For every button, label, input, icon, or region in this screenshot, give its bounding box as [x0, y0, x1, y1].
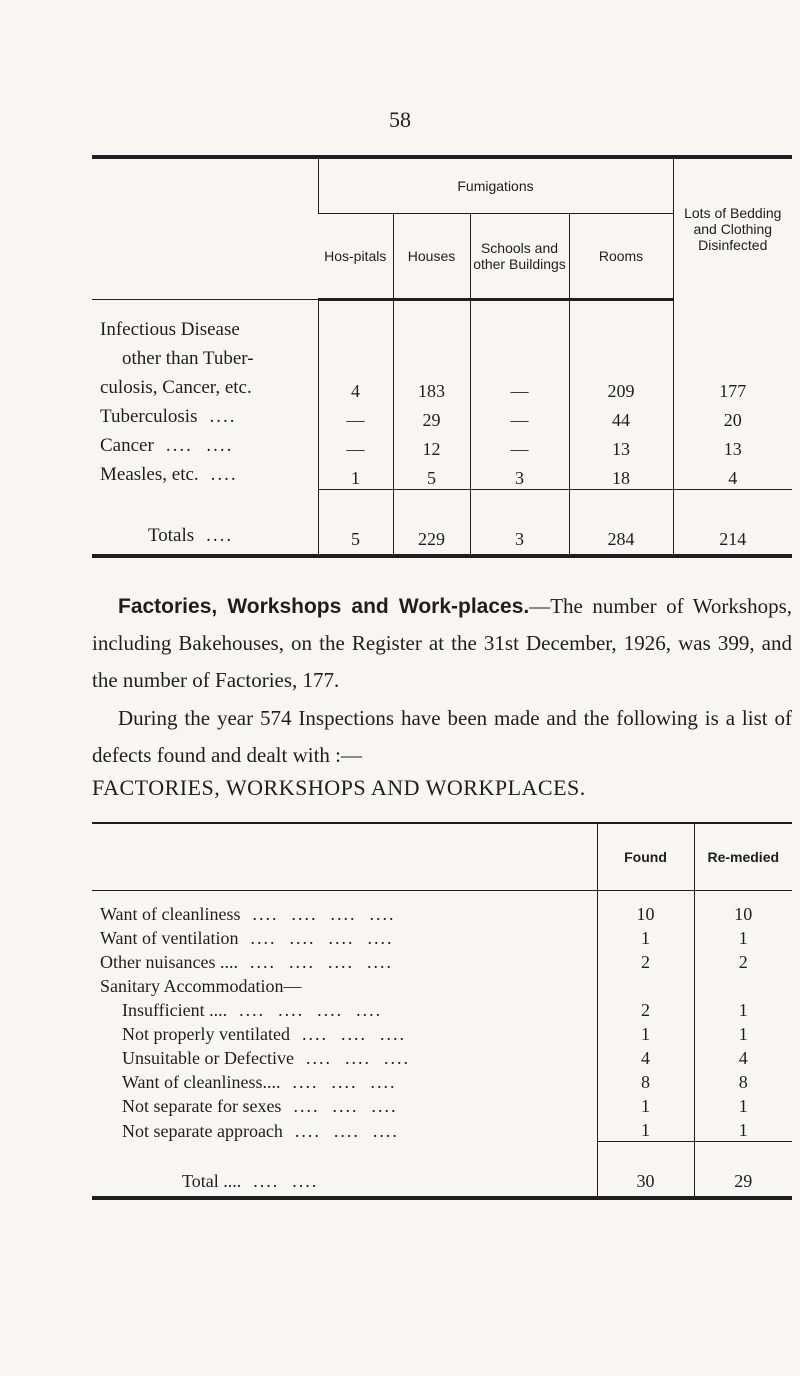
table-row: [92, 402, 792, 431]
houses-cell: 183: [393, 300, 470, 403]
remedied-cell: 1: [694, 1093, 792, 1117]
lots-cell: 4: [673, 460, 792, 489]
lots-cell: 177: [673, 300, 792, 403]
table-row: [92, 1117, 792, 1142]
row-label: [92, 925, 597, 949]
houses-total: 229: [393, 489, 470, 556]
row-label-text: Insufficient ....: [122, 1000, 228, 1020]
hospitals-cell: 4: [318, 300, 393, 403]
hospitals-total: 5: [318, 489, 393, 556]
found-cell: 1: [597, 925, 694, 949]
found-cell: 1: [597, 1093, 694, 1117]
paragraph-text: —The number of Workshops, including Bakehouses, on the Register at the 31st December, 1926, was 399, and the number of Factories, 177.: [92, 594, 792, 692]
found-cell: 1: [597, 1021, 694, 1045]
leader-dots: .... .... .... ....: [250, 928, 394, 948]
section-title: FACTORIES, WORKSHOPS AND WORKPLACES.: [92, 775, 586, 800]
table-row: [92, 1093, 792, 1117]
total-label-text: Total ....: [182, 1171, 242, 1191]
rooms-cell: 18: [569, 460, 673, 489]
total-label: [92, 489, 318, 556]
leader-dots: .... .... ....: [292, 1072, 397, 1092]
rooms-cell: 209: [569, 300, 673, 403]
table-row: [92, 949, 792, 973]
row-label: [92, 949, 597, 973]
hospitals-cell: 1: [318, 460, 393, 489]
schools-total: 3: [470, 489, 569, 556]
row-label-text: Not separate approach: [122, 1120, 283, 1141]
corner-cell: [92, 157, 318, 300]
found-total: 30: [597, 1142, 694, 1199]
corner-cell: [92, 823, 597, 891]
found-cell: 1: [597, 1117, 694, 1142]
remedied-cell: 10: [694, 891, 792, 926]
found-cell: 8: [597, 1069, 694, 1093]
row-label: [92, 431, 318, 460]
schools-cell: —: [470, 402, 569, 431]
row-label-text: Cancer: [100, 435, 154, 456]
houses-cell: 5: [393, 460, 470, 489]
table-row: [92, 925, 792, 949]
houses-cell: 29: [393, 402, 470, 431]
fumigations-group-header: Fumigations: [318, 157, 673, 214]
found-header: Found: [597, 823, 694, 891]
hospitals-cell: —: [318, 402, 393, 431]
table-row: [92, 973, 792, 997]
row-label: [92, 1021, 597, 1045]
total-label-text: Totals: [148, 524, 195, 546]
row-label: [92, 460, 318, 489]
lots-cell: 13: [673, 431, 792, 460]
leader-dots: .... ....: [253, 1171, 319, 1191]
total-label: [92, 1142, 597, 1199]
inspections-paragraph: During the year 574 Inspections have been made and the following is a list of defects found and dealt with :—: [92, 706, 792, 767]
rooms-cell: 13: [569, 431, 673, 460]
leader-dots: .... .... ....: [305, 1048, 410, 1068]
leader-dots: ....: [210, 464, 238, 485]
leader-dots: .... .... .... ....: [239, 1000, 383, 1020]
table-row: [92, 300, 792, 403]
rooms-total: 284: [569, 489, 673, 556]
page-number: 58: [389, 107, 411, 132]
row-label-text: Want of cleanliness: [100, 904, 241, 924]
remedied-header: Re-medied: [694, 823, 792, 891]
lots-cell: 20: [673, 402, 792, 431]
remedied-cell: 1: [694, 925, 792, 949]
factories-table: [92, 822, 792, 1200]
table-row: [92, 1021, 792, 1045]
row-label-line: Infectious Disease: [100, 319, 240, 340]
total-row: [92, 1142, 792, 1199]
rooms-cell: 44: [569, 402, 673, 431]
factories-paragraph: [92, 588, 792, 699]
row-label-text: Tuberculosis: [100, 406, 198, 427]
hospitals-header: Hos-pitals: [318, 214, 393, 300]
schools-cell: —: [470, 300, 569, 403]
remedied-cell: 4: [694, 1045, 792, 1069]
row-label: [92, 300, 318, 403]
row-label-text: Want of ventilation: [100, 928, 239, 948]
row-label: [92, 1093, 597, 1117]
found-cell: 10: [597, 891, 694, 926]
houses-cell: 12: [393, 431, 470, 460]
total-row: [92, 489, 792, 556]
fumigations-table: [92, 155, 792, 558]
leader-dots: ....: [209, 406, 237, 427]
found-cell: 4: [597, 1045, 694, 1069]
leader-dots: .... .... .... ....: [252, 904, 396, 924]
row-label: [92, 402, 318, 431]
found-cell: [597, 973, 694, 997]
row-label-text: Not separate for sexes: [122, 1096, 282, 1116]
remedied-cell: 1: [694, 997, 792, 1021]
table-row: [92, 891, 792, 926]
table-row: [92, 997, 792, 1021]
hospitals-cell: —: [318, 431, 393, 460]
leader-dots: .... .... .... ....: [249, 952, 393, 972]
remedied-cell: 8: [694, 1069, 792, 1093]
table-row: [92, 460, 792, 489]
remedied-cell: 2: [694, 949, 792, 973]
remedied-cell: [694, 973, 792, 997]
row-label-text: Measles, etc.: [100, 464, 199, 485]
leader-dots: .... .... ....: [294, 1120, 399, 1141]
row-label-text: Want of cleanliness....: [122, 1072, 281, 1092]
table-row: [92, 1045, 792, 1069]
schools-cell: —: [470, 431, 569, 460]
remedied-cell: 1: [694, 1021, 792, 1045]
schools-header: Schools and other Buildings: [470, 214, 569, 300]
row-label-line: other than Tuber-: [122, 348, 254, 369]
paragraph-heading: Factories, Workshops and Work-places.: [118, 595, 530, 618]
row-label: [92, 1117, 597, 1142]
rooms-header: Rooms: [569, 214, 673, 300]
table-row: [92, 431, 792, 460]
lots-header: Lots of Bedding and Clothing Disinfected: [673, 157, 792, 300]
remedied-cell: 1: [694, 1117, 792, 1142]
row-label: Sanitary Accommodation—: [100, 976, 302, 996]
row-label: [92, 997, 597, 1021]
row-label: [92, 891, 597, 926]
leader-dots: .... .... ....: [301, 1024, 406, 1044]
leader-dots: .... .... ....: [293, 1096, 398, 1116]
row-label: [92, 1045, 597, 1069]
schools-cell: 3: [470, 460, 569, 489]
found-cell: 2: [597, 949, 694, 973]
row-label: [92, 1069, 597, 1093]
houses-header: Houses: [393, 214, 470, 300]
lots-total: 214: [673, 489, 792, 556]
leader-dots: ....: [206, 524, 234, 546]
row-label-text: Unsuitable or Defective: [122, 1048, 294, 1068]
found-cell: 2: [597, 997, 694, 1021]
row-label-text: Not properly ventilated: [122, 1024, 290, 1044]
row-label-text: Other nuisances ....: [100, 952, 238, 972]
leader-dots: .... ....: [165, 435, 234, 456]
remedied-total: 29: [694, 1142, 792, 1199]
table-row: [92, 1069, 792, 1093]
row-label-line: culosis, Cancer, etc.: [100, 377, 252, 398]
